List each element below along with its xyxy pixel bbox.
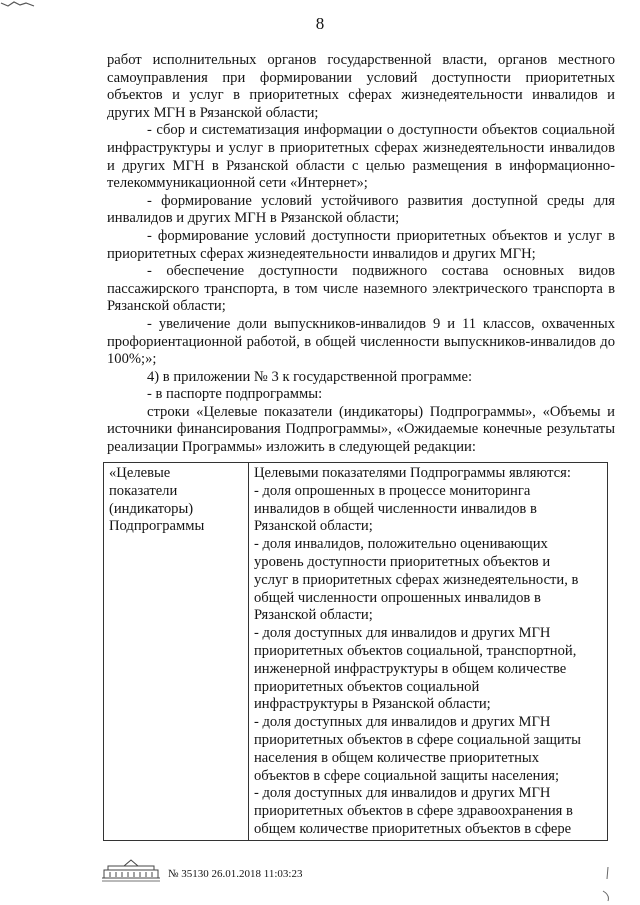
scan-corner-mark — [0, 0, 40, 10]
cell-line: Целевыми показателями Подпрограммы являются: — [254, 465, 571, 481]
cell-line: инвалидов в общей численности инвалидов в — [254, 500, 537, 517]
cell-line: населения в общем количестве приоритетных — [254, 749, 539, 766]
cell-line: Подпрограммы — [109, 518, 205, 535]
paragraph: - увеличение доли выпускников-инвалидов 9 и 11 классов, охваченных профориентационной работой, в общей численности выпускников-инвалидов до 100%;»; — [107, 315, 615, 368]
cell-line: показатели — [109, 482, 178, 499]
cell-line: (индикаторы) — [109, 500, 194, 517]
cell-line: - доля доступных для инвалидов и других МГН — [254, 785, 551, 802]
paragraph: - обеспечение доступности подвижного состава основных видов пассажирского транспорта, в том числе наземного электрического транспорта в Рязанской области; — [107, 263, 615, 315]
cell-line: услуг в приоритетных сферах жизнедеятельности, в — [254, 571, 579, 588]
cell-line: приоритетных объектов социальной — [254, 678, 480, 695]
table-content-cell — [249, 463, 608, 841]
cell-line: общем количестве приоритетных объектов в сфере — [254, 820, 572, 837]
document-body — [107, 52, 615, 457]
paragraph: - формирование условий устойчивого развития доступной среды для инвалидов и других МГН в Рязанской области; — [107, 192, 615, 227]
margin-mark — [600, 865, 620, 903]
cell-line: Рязанской области; — [254, 607, 373, 624]
cell-line: - доля инвалидов, положительно оценивающих — [254, 536, 548, 553]
indicators-table — [103, 462, 608, 841]
cell-line: инфраструктуры в Рязанской области; — [254, 696, 491, 713]
cell-line: - доля доступных для инвалидов и других МГН — [254, 625, 551, 642]
paragraph: - формирование условий доступности приоритетных объектов и услуг в приоритетных сферах жизнедеятельности инвалидов и других МГН; — [107, 227, 615, 262]
cell-line: уровень доступности приоритетных объектов и — [254, 553, 551, 570]
cell-line: общей численности опрошенных инвалидов в — [254, 589, 541, 606]
paragraph: - в паспорте подпрограммы: — [147, 386, 323, 403]
cell-line: Рязанской области; — [254, 518, 373, 535]
paragraph: работ исполнительных органов государственной власти, органов местного самоуправления при формировании условий доступности приоритетных объектов и услуг в приоритетных сферах жизнедеятельности инвалидов и других МГН в Рязанской области; — [107, 52, 615, 121]
table-label-cell — [104, 463, 249, 841]
paragraph: 4) в приложении № 3 к государственной программе: — [147, 368, 473, 385]
cell-line: «Целевые — [109, 465, 171, 481]
page-number: 8 — [315, 14, 325, 33]
paragraph: - сбор и систематизация информации о доступности объектов социальной инфраструктуры и услуг в приоритетных сферах жизнедеятельности инвалидов и других МГН в Рязанской области с целью размещения в информационно-телекоммуникационной сети «Интернет»; — [107, 122, 615, 192]
document-stamp: № 35130 26.01.2018 11:03:23 — [168, 868, 303, 880]
table-row — [104, 463, 608, 841]
cell-line: инженерной инфраструктуры в общем количестве — [254, 660, 567, 677]
cell-line: - доля опрошенных в процессе мониторинга — [254, 482, 531, 499]
cell-line: - доля доступных для инвалидов и других МГН — [254, 714, 551, 731]
paragraph: строки «Целевые показатели (индикаторы) Подпрограммы», «Объемы и источники финансирования Подпрограммы», «Ожидаемые конечные результаты реализации Программы» изложить в следующей редакции: — [107, 403, 615, 456]
cell-line: приоритетных объектов социальной, транспортной, — [254, 642, 577, 659]
cell-line: объектов в сфере социальной защиты населения; — [254, 767, 560, 784]
building-logo-icon — [100, 856, 162, 884]
cell-line: приоритетных объектов в сфере здравоохранения в — [254, 803, 573, 820]
cell-line: приоритетных объектов в сфере социальной защиты — [254, 731, 581, 748]
